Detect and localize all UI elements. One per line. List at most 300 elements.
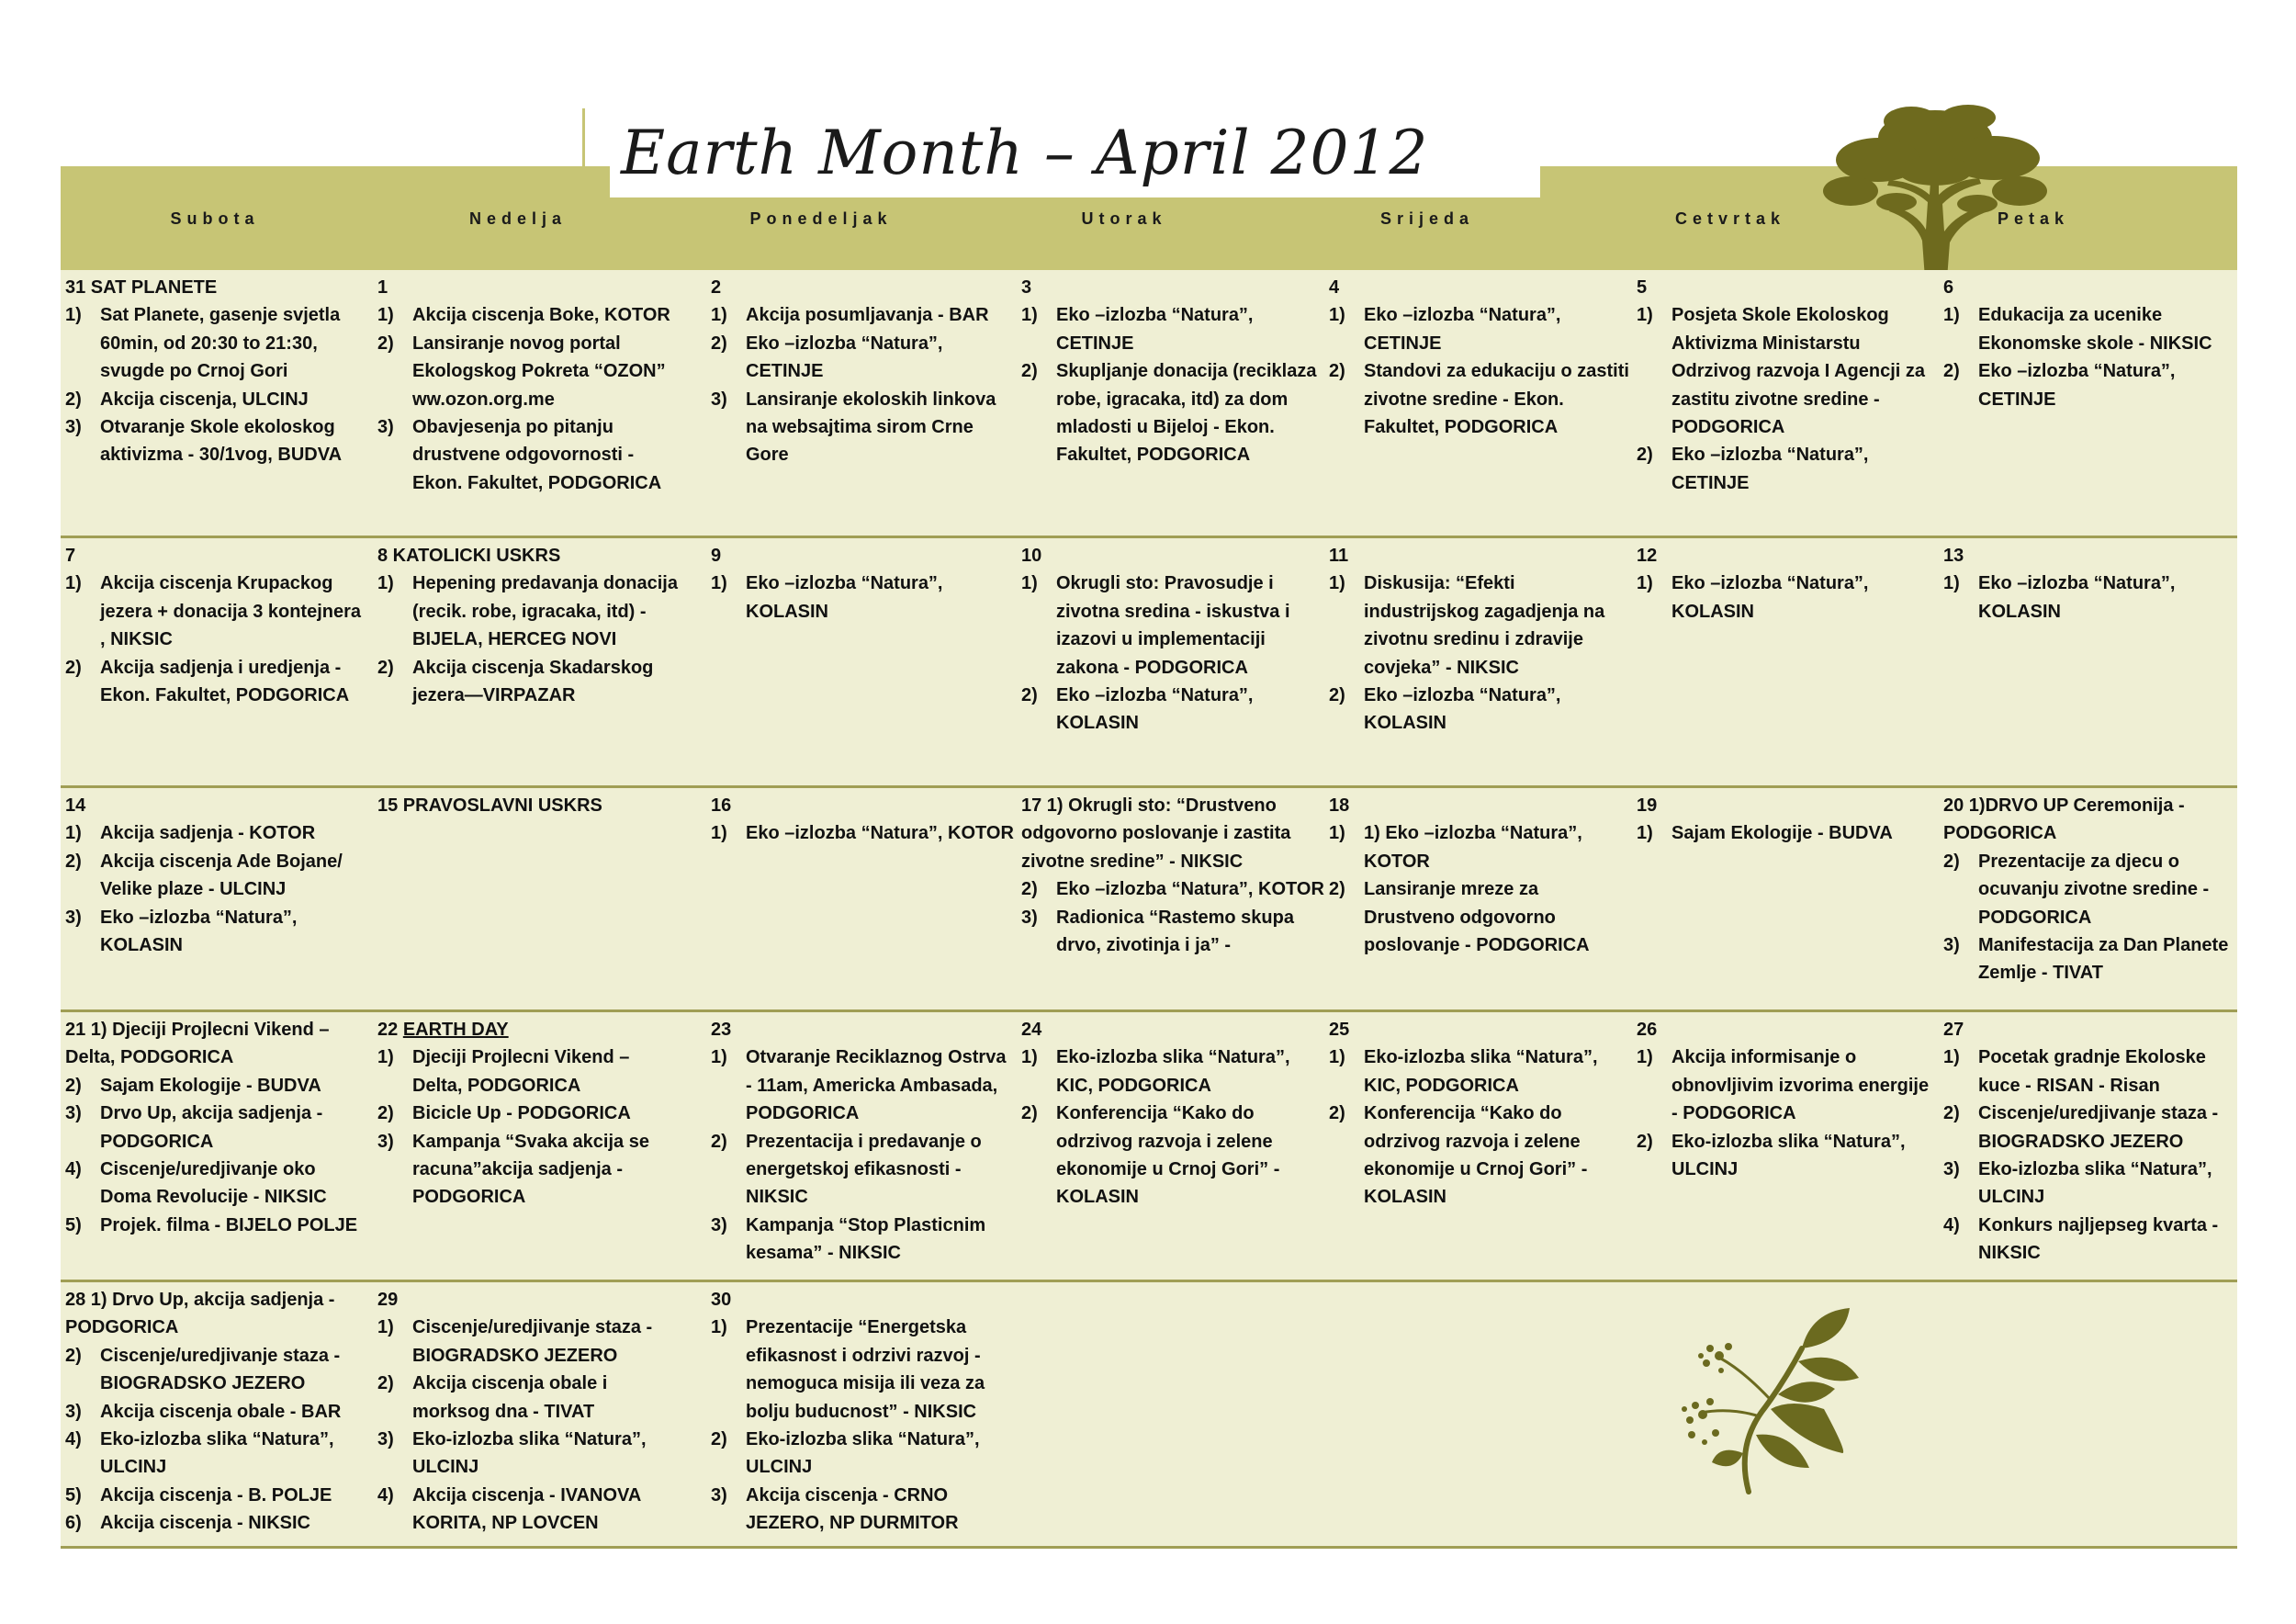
event-text: Lansiranje ekoloskih linkova na websajtima sirom Crne Gore [746, 389, 996, 466]
event-text: Lansiranje mreze za Drustveno odgovorno poslovanje - PODGORICA [1364, 879, 1590, 956]
tree-icon [1823, 103, 2048, 291]
day-number: 28 1) Drvo Up, akcija sadjenja - PODGORICA [65, 1290, 335, 1338]
event-text: Eko –izlozba “Natura”, KOTOR [1056, 879, 1324, 900]
day-heading [65, 1016, 368, 1072]
event-number: 3) [377, 417, 394, 438]
event-number: 2) [1329, 1103, 1345, 1124]
event-number: 4) [1943, 1214, 1960, 1235]
event-number: 1) [1329, 573, 1345, 594]
event-text: Akcija ciscenja Ade Bojane/ Velike plaze - ULCINJ [100, 851, 343, 900]
day-heading [711, 1286, 1014, 1314]
event-item [711, 570, 1014, 626]
event-list [377, 1043, 681, 1211]
event-list [1329, 1043, 1632, 1211]
weekday-tuesday: Utorak [1081, 209, 1167, 228]
event-text: Eko –izlozba “Natura”, CETINJE [1056, 305, 1254, 354]
event-item [1329, 357, 1632, 441]
event-list [711, 1043, 1014, 1267]
event-list [65, 1342, 368, 1538]
event-number: 3) [1021, 907, 1038, 928]
event-text: Eko –izlozba “Natura”, CETINJE [1978, 361, 2176, 410]
event-number: 1) [377, 1317, 394, 1338]
event-text: Eko –izlozba “Natura”, CETINJE [1671, 445, 1869, 493]
event-item [1329, 819, 1632, 875]
event-item [377, 1128, 681, 1212]
weekday-friday: Petak [1997, 209, 2070, 228]
day-number: 14 [65, 795, 86, 816]
event-item [65, 1156, 368, 1212]
event-text: Eko-izlozba slika “Natura”, ULCINJ [412, 1429, 647, 1478]
event-item [377, 1100, 681, 1127]
event-text: Manifestacija za Dan Planete Zemlje - TIVAT [1978, 935, 2229, 984]
event-text: Prezentacija i predavanje o energetskoj efikasnosti - NIKSIC [746, 1131, 982, 1208]
day-cell [1021, 542, 1324, 738]
event-number: 2) [1637, 1131, 1653, 1152]
event-item [65, 570, 368, 653]
event-text: Eko-izlozba slika “Natura”, ULCINJ [746, 1429, 980, 1478]
event-item [65, 654, 368, 710]
event-list [1329, 570, 1632, 737]
event-text: Eko –izlozba “Natura”, KOLASIN [1671, 573, 1869, 622]
event-item [65, 1426, 368, 1482]
event-text: Edukacija za ucenike Ekonomske skole - NIKSIC [1978, 305, 2212, 354]
day-heading [711, 792, 1014, 819]
event-item [711, 1482, 1014, 1538]
event-item [377, 301, 681, 329]
event-text: Posjeta Skole Ekoloskog Aktivizma Ministarstu Odrzivog razvoja I Agencji za zastitu zivotne sredine - PODGORICA [1671, 305, 1925, 438]
event-text: Akcija ciscenja - B. POLJE [100, 1484, 332, 1506]
event-text: Sajam Ekologije - BUDVA [1671, 823, 1893, 844]
event-text: Akcija sadjenja i uredjenja - Ekon. Fakultet, PODGORICA [100, 657, 350, 706]
day-number: 23 [711, 1020, 732, 1040]
day-heading [377, 274, 681, 301]
event-number: 2) [377, 1103, 394, 1124]
event-number: 3) [1943, 935, 1960, 956]
event-number: 2) [1637, 445, 1653, 466]
event-item [1943, 1156, 2246, 1212]
day-heading [377, 792, 681, 819]
day-cell [1943, 1016, 2246, 1268]
event-list [1021, 570, 1324, 737]
day-cell [711, 542, 1014, 626]
day-cell [65, 1016, 368, 1239]
event-list [377, 570, 681, 709]
day-cell [1329, 792, 1632, 959]
event-number: 1) [1021, 305, 1038, 326]
event-number: 4) [65, 1429, 82, 1450]
event-item [65, 1509, 368, 1537]
event-list [1637, 301, 1940, 497]
event-list [1943, 1043, 2246, 1267]
day-number: 5 [1637, 277, 1648, 298]
weekday-saturday: Subota [170, 209, 260, 228]
day-cell [65, 274, 368, 469]
day-number: 22 [377, 1020, 399, 1040]
event-number: 1) [377, 573, 394, 594]
event-number: 1) [711, 823, 727, 844]
event-item [1329, 1043, 1632, 1100]
event-item [65, 386, 368, 413]
event-item [65, 301, 368, 385]
day-cell [1637, 274, 1940, 497]
event-number: 5) [65, 1214, 82, 1235]
event-list [377, 301, 681, 497]
event-item [1637, 301, 1940, 441]
event-item [377, 1043, 681, 1100]
event-text: Diskusija: “Efekti industrijskog zagadjenja na zivotnu sredinu i zdravije covjeka” - NIKSIC [1364, 573, 1605, 678]
event-list [711, 570, 1014, 626]
day-number: 27 [1943, 1020, 1964, 1040]
day-number: 11 [1329, 546, 1349, 566]
day-cell [65, 542, 368, 709]
event-text: Eko-izlozba slika “Natura”, ULCINJ [100, 1429, 334, 1478]
event-number: 1) [1329, 1047, 1345, 1068]
event-text: Eko-izlozba slika “Natura”, ULCINJ [1671, 1131, 1906, 1180]
event-text: Akcija ciscenja obale - BAR [100, 1401, 342, 1422]
event-text: Akcija ciscenja Krupackog jezera + donacija 3 kontejnera , NIKSIC [100, 573, 362, 650]
event-item [1329, 875, 1632, 959]
day-number: 19 [1637, 795, 1658, 816]
day-heading [1021, 1016, 1324, 1043]
event-item [711, 1212, 1014, 1268]
day-heading [1943, 792, 2246, 848]
day-number: 16 [711, 795, 732, 816]
event-text: Akcija ciscenja, ULCINJ [100, 389, 309, 410]
day-cell [1021, 792, 1324, 959]
day-number: 1 [377, 277, 388, 298]
day-heading [1329, 792, 1632, 819]
event-number: 1) [65, 573, 82, 594]
day-number: 20 1)DRVO UP Ceremonija - PODGORICA [1943, 795, 2185, 844]
event-number: 2) [1021, 879, 1038, 900]
event-item [377, 1482, 681, 1538]
event-number: 3) [1943, 1159, 1960, 1180]
event-item [65, 819, 368, 847]
day-cell [377, 274, 681, 497]
event-number: 2) [377, 657, 394, 678]
event-number: 1) [1637, 1047, 1653, 1068]
event-list [65, 570, 368, 709]
event-item [711, 301, 1014, 329]
day-number: 15 PRAVOSLAVNI USKRS [377, 795, 602, 816]
day-heading [1329, 542, 1632, 570]
event-text: Eko-izlozba slika “Natura”, KIC, PODGORICA [1056, 1047, 1290, 1096]
day-number: 29 [377, 1290, 399, 1310]
day-heading [65, 274, 368, 301]
event-number: 2) [1021, 361, 1038, 382]
event-text: Konferencija “Kako do odrzivog razvoja i zelene ekonomije u Crnoj Gori” - KOLASIN [1056, 1103, 1280, 1208]
event-item [1943, 301, 2246, 357]
event-item [377, 330, 681, 413]
event-text: Obavjesenja po pitanju drustvene odgovornosti - Ekon. Fakultet, PODGORICA [412, 417, 662, 493]
day-heading [1637, 542, 1940, 570]
event-text: Projek. filma - BIJELO POLJE [100, 1214, 358, 1235]
event-number: 2) [1329, 879, 1345, 900]
event-text: Akcija ciscenja Skadarskog jezera—VIRPAZAR [412, 657, 654, 706]
event-item [1637, 570, 1940, 626]
event-number: 2) [377, 1373, 394, 1394]
day-heading [377, 1286, 681, 1314]
event-text: Kampanja “Stop Plasticnim kesama” - NIKSIC [746, 1214, 986, 1264]
event-item [65, 1398, 368, 1426]
day-heading [711, 542, 1014, 570]
event-text: Ciscenje/uredjivanje oko Doma Revolucije - NIKSIC [100, 1159, 327, 1208]
event-number: 2) [711, 333, 727, 354]
day-number: 24 [1021, 1020, 1042, 1040]
event-number: 1) [65, 823, 82, 844]
event-number: 3) [65, 1401, 82, 1422]
event-number: 6) [65, 1513, 82, 1534]
event-item [1021, 570, 1324, 682]
day-number: 13 [1943, 546, 1964, 566]
event-list [65, 819, 368, 959]
event-number: 2) [377, 333, 394, 354]
event-number: 1) [1637, 305, 1653, 326]
event-item [1943, 1043, 2246, 1100]
event-item [1637, 441, 1940, 497]
event-item [65, 1212, 368, 1239]
day-cell [1021, 274, 1324, 469]
event-text: Sajam Ekologije - BUDVA [100, 1075, 321, 1096]
event-number: 1) [1943, 1047, 1960, 1068]
event-item [1021, 875, 1324, 903]
event-item [65, 1072, 368, 1100]
event-text: Radionica “Rastemo skupa drvo, zivotinja i ja” - [1056, 907, 1294, 956]
event-list [1329, 819, 1632, 959]
day-number: 31 SAT PLANETE [65, 277, 218, 298]
event-text: Bicicle Up - PODGORICA [412, 1103, 631, 1124]
event-text: Drvo Up, akcija sadjenja - PODGORICA [100, 1103, 323, 1152]
event-item [711, 1314, 1014, 1426]
day-number: 8 KATOLICKI USKRS [377, 546, 561, 566]
event-item [377, 413, 681, 497]
event-text: Akcija ciscenja - CRNO JEZERO, NP DURMITOR [746, 1484, 959, 1534]
day-heading [1329, 1016, 1632, 1043]
event-item [1943, 1212, 2246, 1268]
event-number: 3) [377, 1131, 394, 1152]
event-number: 1) [1943, 573, 1960, 594]
day-number: 4 [1329, 277, 1340, 298]
day-number: 12 [1637, 546, 1658, 566]
day-heading [711, 1016, 1014, 1043]
event-item [65, 848, 368, 904]
event-list [1637, 819, 1940, 847]
day-heading [711, 274, 1014, 301]
event-item [1943, 570, 2246, 626]
day-number: 30 [711, 1290, 732, 1310]
event-number: 4) [377, 1484, 394, 1506]
event-text: Eko –izlozba “Natura”, CETINJE [1364, 305, 1561, 354]
day-heading [65, 1286, 368, 1342]
event-text: Akcija ciscenja - IVANOVA KORITA, NP LOVCEN [412, 1484, 641, 1534]
event-item [65, 1342, 368, 1398]
event-text: Otvaranje Reciklaznog Ostrva - 11am, Americka Ambasada, PODGORICA [746, 1047, 1007, 1124]
event-number: 1) [65, 305, 82, 326]
day-number: 17 1) Okrugli sto: “Drustveno odgovorno poslovanje i zastita zivotne sredine” - NIKSIC [1021, 795, 1291, 872]
event-number: 2) [1329, 685, 1345, 706]
day-cell [1021, 1016, 1324, 1212]
day-cell [377, 542, 681, 709]
day-heading [1943, 274, 2246, 301]
event-item [1021, 904, 1324, 960]
day-number: 26 [1637, 1020, 1658, 1040]
event-list [1021, 875, 1324, 959]
event-number: 1) [1637, 573, 1653, 594]
event-text: Eko –izlozba “Natura”, KOLASIN [100, 907, 298, 956]
event-item [1943, 357, 2246, 413]
day-cell [1943, 274, 2246, 413]
event-item [65, 1482, 368, 1509]
event-item [711, 819, 1014, 847]
event-list [1943, 848, 2246, 987]
weekday-sunday: Nedelja [468, 209, 568, 228]
event-number: 3) [711, 1484, 727, 1506]
event-text: Akcija sadjenja - KOTOR [100, 823, 316, 844]
event-text: Akcija ciscenja obale i morksog dna - TIVAT [412, 1373, 608, 1422]
weekday-thursday: Cetvrtak [1674, 209, 1786, 228]
day-heading [377, 542, 681, 570]
event-list [1943, 570, 2246, 626]
day-heading [1637, 1016, 1940, 1043]
event-number: 2) [65, 851, 82, 872]
event-number: 1) [711, 573, 727, 594]
event-item [377, 654, 681, 710]
event-text: Skupljanje donacija (reciklaza robe, igracaka, itd) za dom mladosti u Bijeloj - Ekon. Fakultet, PODGORICA [1056, 361, 1317, 466]
event-number: 1) [377, 1047, 394, 1068]
event-text: Lansiranje novog portal Ekologskog Pokreta “OZON” ww.ozon.org.me [412, 333, 666, 410]
day-cell [1329, 542, 1632, 738]
event-text: Djeciji Projlecni Vikend – Delta, PODGORICA [412, 1047, 630, 1096]
event-text: Otvaranje Skole ekoloskog aktivizma - 30/1vog, BUDVA [100, 417, 343, 466]
day-heading [1637, 792, 1940, 819]
event-number: 3) [377, 1429, 394, 1450]
event-number: 1) [1329, 823, 1345, 844]
event-item [1637, 819, 1940, 847]
event-text: Eko –izlozba “Natura”, KOLASIN [1364, 685, 1561, 734]
event-text: Eko-izlozba slika “Natura”, ULCINJ [1978, 1159, 2212, 1208]
event-text: Eko –izlozba “Natura”, KOLASIN [1056, 685, 1254, 734]
event-item [1637, 1043, 1940, 1127]
day-cell [1329, 1016, 1632, 1212]
event-list [711, 819, 1014, 847]
event-text: Akcija informisanje o obnovljivim izvorima energije - PODGORICA [1671, 1047, 1930, 1124]
day-cell [1637, 542, 1940, 626]
day-heading [65, 792, 368, 819]
day-cell [65, 1286, 368, 1538]
event-text: Sat Planete, gasenje svjetla 60min, od 20:30 to 21:30, svugde po Crnoj Gori [100, 305, 341, 382]
day-number: 25 [1329, 1020, 1350, 1040]
event-item [377, 1426, 681, 1482]
event-text: Eko –izlozba “Natura”, KOLASIN [1978, 573, 2176, 622]
event-number: 2) [65, 1075, 82, 1096]
day-heading [1021, 274, 1324, 301]
weekday-monday: Ponedeljak [749, 209, 893, 228]
event-number: 2) [1021, 1103, 1038, 1124]
day-cell [377, 792, 681, 819]
day-cell [1637, 1016, 1940, 1183]
event-number: 3) [711, 1214, 727, 1235]
event-item [1943, 931, 2246, 987]
event-item [1021, 301, 1324, 357]
event-text: Eko –izlozba “Natura”, CETINJE [746, 333, 943, 382]
event-text: Akcija ciscenja Boke, KOTOR [412, 305, 670, 326]
weekday-wednesday: Srijeda [1379, 209, 1475, 228]
plant-icon [1664, 1306, 1868, 1494]
event-number: 3) [65, 417, 82, 438]
day-heading [1637, 274, 1940, 301]
event-text: Prezentacije “Energetska efikasnost i odrzivi razvoj - nemoguca misija ili veza za bolju buducnost” - NIKSIC [746, 1317, 985, 1422]
day-number: 21 1) Djeciji Projlecni Vikend – Delta, PODGORICA [65, 1020, 330, 1068]
day-number: 6 [1943, 277, 1954, 298]
event-item [1021, 682, 1324, 738]
event-list [1943, 301, 2246, 413]
event-item [1021, 357, 1324, 469]
day-number: 9 [711, 546, 722, 566]
event-number: 5) [65, 1484, 82, 1506]
day-cell [711, 1016, 1014, 1268]
event-text: Pocetak gradnje Ekoloske kuce - RISAN - Risan [1978, 1047, 2206, 1096]
event-number: 1) [711, 305, 727, 326]
event-number: 1) [1329, 305, 1345, 326]
day-cell [1943, 792, 2246, 987]
event-item [711, 386, 1014, 469]
event-number: 2) [1329, 361, 1345, 382]
day-cell [1329, 274, 1632, 441]
event-item [1637, 1128, 1940, 1184]
event-number: 2) [711, 1429, 727, 1450]
event-item [65, 1100, 368, 1156]
day-special-label: EARTH DAY [402, 1020, 509, 1040]
event-text: Standovi za edukaciju o zastiti zivotne sredine - Ekon. Fakultet, PODGORICA [1364, 361, 1629, 438]
event-list [711, 301, 1014, 468]
day-cell [711, 1286, 1014, 1538]
event-item [711, 1426, 1014, 1482]
event-number: 1) [377, 305, 394, 326]
event-text: Akcija posumljavanja - BAR [746, 305, 989, 326]
day-cell [377, 1286, 681, 1538]
event-list [1021, 1043, 1324, 1211]
event-text: Eko –izlozba “Natura”, KOLASIN [746, 573, 943, 622]
event-item [377, 570, 681, 653]
event-number: 4) [65, 1159, 82, 1180]
event-number: 3) [65, 907, 82, 928]
event-text: 1) Eko –izlozba “Natura”, KOTOR [1364, 823, 1582, 872]
event-number: 2) [1943, 361, 1960, 382]
event-number: 2) [65, 389, 82, 410]
day-heading [65, 542, 368, 570]
day-cell [711, 274, 1014, 469]
event-text: Eko-izlozba slika “Natura”, KIC, PODGORICA [1364, 1047, 1598, 1096]
event-item [65, 904, 368, 960]
event-number: 3) [711, 389, 727, 410]
event-item [711, 1043, 1014, 1127]
event-item [1329, 570, 1632, 682]
day-number: 10 [1021, 546, 1042, 566]
event-text: Konkurs najljepseg kvarta - NIKSIC [1978, 1214, 2219, 1264]
event-item [1943, 848, 2246, 931]
event-number: 2) [1943, 851, 1960, 872]
event-number: 1) [1637, 823, 1653, 844]
day-heading [1021, 792, 1324, 875]
page-title: Earth Month – April 2012 [621, 118, 1429, 188]
day-cell [65, 792, 368, 959]
event-number: 3) [65, 1103, 82, 1124]
event-item [1021, 1100, 1324, 1212]
event-list [1637, 570, 1940, 626]
day-number: 18 [1329, 795, 1350, 816]
event-item [711, 330, 1014, 386]
event-item [65, 413, 368, 469]
